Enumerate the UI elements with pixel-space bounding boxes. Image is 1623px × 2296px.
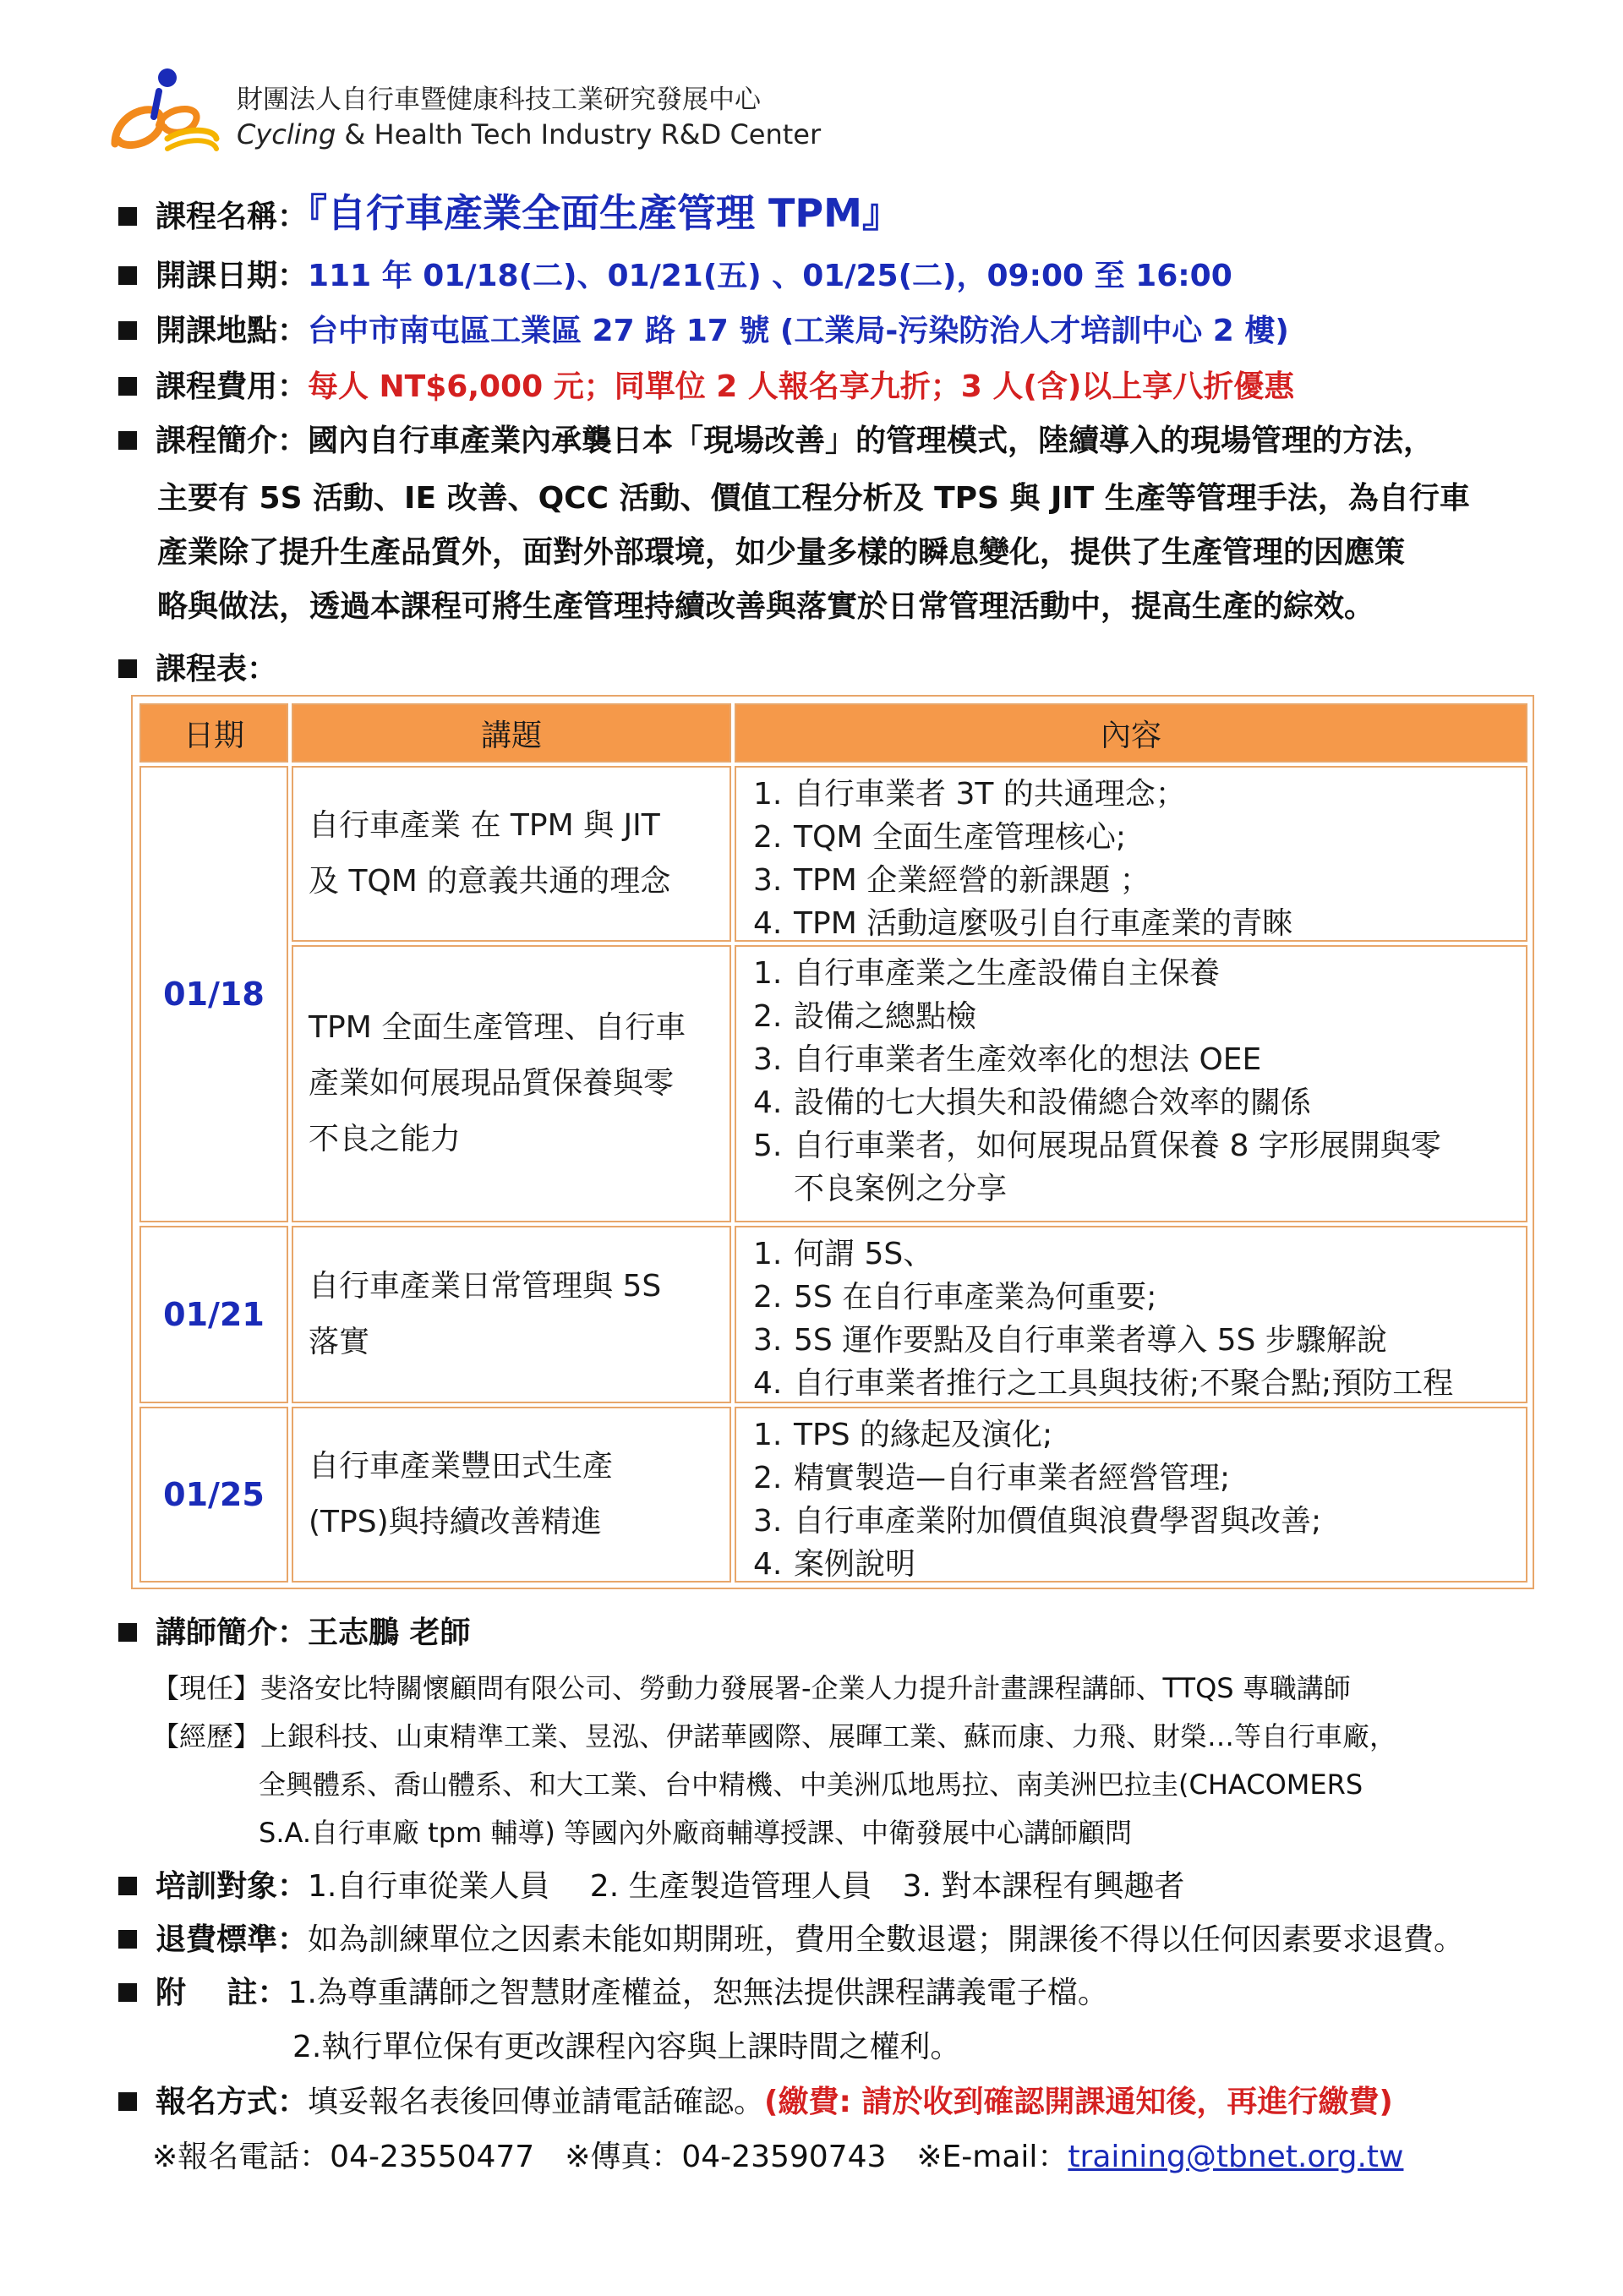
target-value: 1.自行車從業人員 2. 生產製造管理人員 3. 對本課程有興趣者 [308,1869,1185,1904]
header-topic: 講題 [292,703,731,763]
schedule-table [131,695,1534,1589]
bullet-icon [118,1877,137,1895]
signup-payment-note: (繳費: 請於收到確認開課通知後，再進行繳費) [764,2085,1393,2119]
list-item: 2. 精實製造—自行車業者經營管理; [753,1461,1231,1495]
course-intro-line: 課程簡介：國內自行車產業內承襲日本「現場改善」的管理模式，陸續導入的現場管理的方法， [118,423,1434,460]
org-name-zh: 財團法人自行車暨健康科技工業研究發展中心 [237,85,761,115]
header-content: 內容 [735,703,1527,763]
course-place: 台中市南屯區工業區 27 路 17 號 (工業局-污染防治人才培訓中心 2 樓) [308,314,1289,348]
date-cell: 01/25 [139,1407,288,1583]
org-name-en: Cycling & Health Tech Industry R&D Center [237,118,822,150]
instructor-exp-3: S.A.自行車廠 tpm 輔導) 等國內外廠商輔導授課、中衛發展中心講師顧問 [259,1817,1133,1849]
course-place-line: 開課地點：台中市南屯區工業區 27 路 17 號 (工業局-污染防治人才培訓中心 2 樓) [118,313,1289,350]
signup-value: 填妥報名表後回傳並請電話確認。 [308,2085,765,2119]
list-item: 3. 自行車產業附加價值與浪費學習與改善; [753,1504,1322,1539]
contact-phone-fax: ※報名電話：04-23550477 ※傳真：04-23590743 ※E-mail： [152,2140,1068,2174]
notes-2: 2.執行單位保有更改課程內容與上課時間之權利。 [292,2030,961,2064]
instructor-name: 王志鵬 老師 [308,1615,471,1650]
list-item: 4. TPM 活動這麼吸引自行車產業的青睞 [753,906,1293,941]
course-date-line: 開課日期：111 年 01/18(二)、01/21(五) 、01/25(二)，09:00 至 16:00 [118,258,1232,295]
bullet-icon [118,431,137,450]
instructor-line: 講師簡介：王志鵬 老師 [118,1615,471,1652]
list-item: 4. 設備的七大損失和設備總合效率的關係 [753,1085,1312,1120]
course-title: 『自行車產業全面生產管理 TPM』 [308,190,901,236]
list-item: 5. 自行車業者，如何展現品質保養 8 字形展開與零 [753,1129,1441,1163]
course-date: 111 年 01/18(二)、01/21(五) 、01/25(二)，09:00 至 16:00 [308,259,1232,293]
refund-line: 退費標準：如為訓練單位之因素未能如期開班，費用全數退還；開課後不得以任何因素要求退費。 [118,1922,1464,1959]
content-cell [735,1407,1527,1583]
topic-cell: 自行車產業豐田式生產 (TPS)與持續改善精進 [292,1407,731,1583]
contact-line [152,2139,1403,2176]
topic-cell: 自行車產業 在 TPM 與 JIT 及 TQM 的意義共通的理念 [292,766,731,942]
bullet-icon [118,1623,137,1642]
header-date: 日期 [139,703,288,763]
list-item: 3. 自行車業者生產效率化的想法 OEE [753,1042,1262,1077]
instructor-exp-2: 全興體系、喬山體系、和大工業、台中精機、中美洲瓜地馬拉、南美洲巴拉圭(CHACOMERS [259,1768,1363,1801]
list-item: 1. 自行車業者 3T 的共通理念； [753,777,1186,812]
list-item: 4. 案例說明 [753,1547,916,1582]
content-cell [735,945,1527,1222]
course-intro-1: 國內自行車產業內承襲日本「現場改善」的管理模式，陸續導入的現場管理的方法， [308,424,1434,458]
notes-1: 1.為尊重講師之智慧財產權益，恕無法提供課程講義電子檔。 [287,1976,1108,2010]
refund-value: 如為訓練單位之因素未能如期開班，費用全數退還；開課後不得以任何因素要求退費。 [308,1922,1465,1957]
date-cell: 01/21 [139,1226,288,1403]
list-item: 3. TPM 企業經營的新課題 ； [753,863,1150,898]
date-cell: 01/18 [139,766,288,1222]
schedule-label-line: 課程表： [118,651,277,688]
bullet-icon [118,2092,137,2111]
header [108,66,869,167]
bullet-icon [118,659,137,678]
bullet-icon [118,1983,137,2002]
list-item: 3. 5S 運作要點及自行車業者導入 5S 步驟解說 [753,1323,1387,1358]
email-link[interactable]: training@tbnet.org.tw [1068,2140,1404,2174]
bullet-icon [118,1930,137,1949]
course-fee: 每人 NT$6,000 元；同單位 2 人報名享九折；3 人(含)以上享八折優惠 [308,369,1295,404]
bullet-icon [118,377,137,396]
list-item: 2. TQM 全面生產管理核心; [753,820,1126,855]
list-item: 2. 設備之總點檢 [753,999,977,1034]
course-name-line: 課程名稱：『自行車產業全面生產管理 TPM』 [118,194,901,236]
bullet-icon [118,207,137,226]
course-intro-body: 主要有 5S 活動、IE 改善、QCC 活動、價值工程分析及 TPS 與 JIT 生產等管理手法，為自行車 產業除了提升生產品質外，面對外部環境，如少量多樣的瞬息變化，提供了生產管理的因應策 略與做法，透過本課程可將生產管理持續改善與落實於日常管理活動中，提高生產的綜效。 [157,481,1470,624]
instructor-current: 【現任】斐洛安比特關懷顧問有限公司、勞動力發展署-企業人力提升計畫課程講師、TTQS 專職講師 [152,1672,1351,1704]
bullet-icon [118,321,137,340]
content-cell [735,1226,1527,1403]
instructor-exp-1: 【經歷】上銀科技、山東精準工業、昱泓、伊諾華國際、展暉工業、蘇而康、力飛、財榮…等自行車廠， [152,1720,1397,1752]
list-item: 不良案例之分享 [794,1172,1008,1206]
list-item: 1. TPS 的緣起及演化; [753,1418,1053,1452]
logo-icon [108,66,222,163]
list-item: 4. 自行車業者推行之工具與技術;不聚合點;預防工程 [753,1366,1454,1401]
signup-line: 報名方式：填妥報名表後回傳並請電話確認。(繳費: 請於收到確認開課通知後，再進行繳費) [118,2084,1393,2121]
list-item: 1. 自行車產業之生產設備自主保養 [753,956,1221,991]
notes-line: 附 註：1.為尊重講師之智慧財產權益，恕無法提供課程講義電子檔。 [118,1975,1108,2012]
list-item: 1. 何謂 5S、 [753,1237,934,1271]
target-line: 培訓對象：1.自行車從業人員 2. 生產製造管理人員 3. 對本課程有興趣者 [118,1868,1184,1905]
topic-cell: TPM 全面生產管理、自行車 產業如何展現品質保養與零 不良之能力 [292,945,731,1222]
course-fee-line: 課程費用：每人 NT$6,000 元；同單位 2 人報名享九折；3 人(含)以上享八折優惠 [118,369,1294,406]
list-item: 2. 5S 在自行車產業為何重要; [753,1280,1157,1315]
topic-cell: 自行車產業日常管理與 5S 落實 [292,1226,731,1403]
content-cell [735,766,1527,942]
bullet-icon [118,266,137,285]
